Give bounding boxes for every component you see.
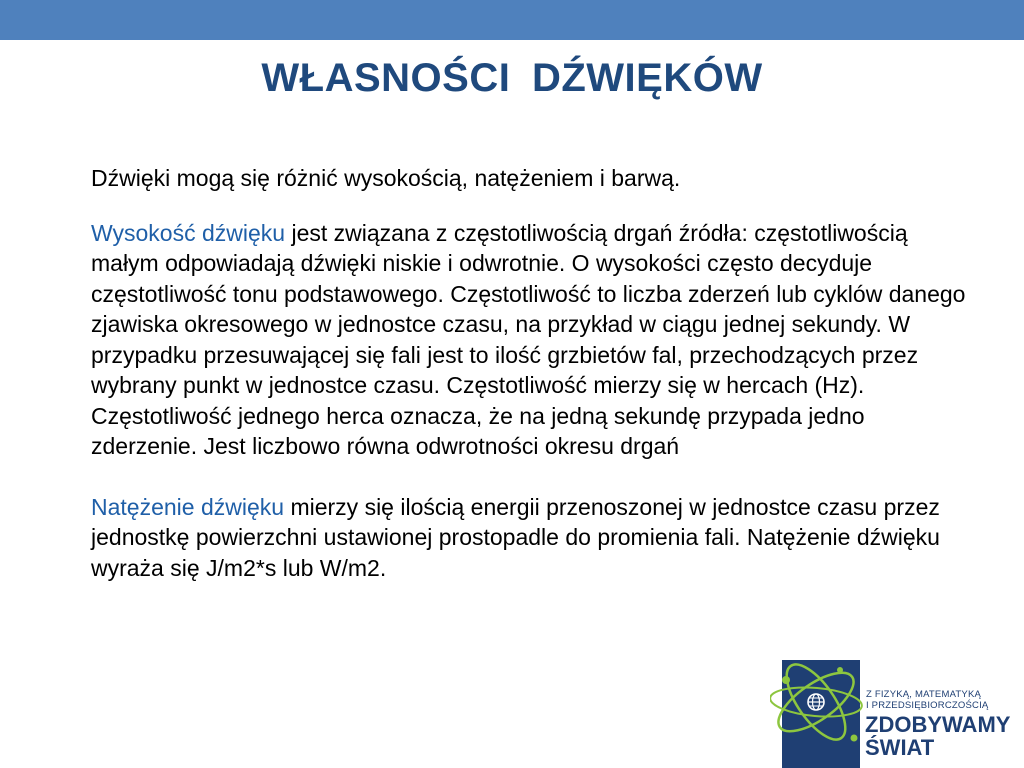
pitch-term: Wysokość dźwięku [91, 219, 286, 246]
intensity-paragraph [91, 492, 971, 584]
logo-title-line1: ZDOBYWAMY [865, 712, 1011, 737]
logo-title-line2: ŚWIAT [865, 735, 935, 760]
project-logo [770, 652, 1024, 768]
slide-body [91, 163, 971, 583]
intensity-text: mierzy się ilością energii przenoszonej w jednostce czasu przez jednostkę powierzchni ustawionej prostopadle do promienia fali. Natężenie dźwięku wyraża się J/m2*s lub W/m2. [91, 493, 940, 581]
pitch-paragraph [91, 218, 971, 462]
logo-tagline-line1: Z FIZYKĄ, MATEMATYKĄ [866, 689, 982, 700]
slide-title: WŁASNOŚCI DŹWIĘKÓW [261, 56, 763, 100]
top-accent-bar [0, 0, 1024, 40]
intro-paragraph: Dźwięki mogą się różnić wysokością, natężeniem i barwą. [91, 165, 681, 191]
logo-tagline-line2: I PRZEDSIĘBIORCZOŚCIĄ [866, 700, 989, 711]
pitch-text: jest związana z częstotliwością drgań źródła: częstotliwością małym odpowiadają dźwięki niskie i odwrotnie. O wysokości często decyduje częstotliwość tonu podstawowego. Częstotliwość to liczba zderzeń lub cyklów danego zjawiska okresowego w jednostce czasu, na przykład w ciągu jednej sekundy. W przypadku przesuwającej się fali jest to ilość grzbietów fal, przechodzących przez wybrany punkt w jednostce czasu. Częstotliwość mierzy się w hercach (Hz). Częstotliwość jednego herca oznacza, że na jedną sekundę przypada jedno zderzenie. Jest liczbowo równa odwrotności okresu drgań [91, 219, 966, 459]
intensity-term: Natężenie dźwięku [91, 493, 285, 520]
